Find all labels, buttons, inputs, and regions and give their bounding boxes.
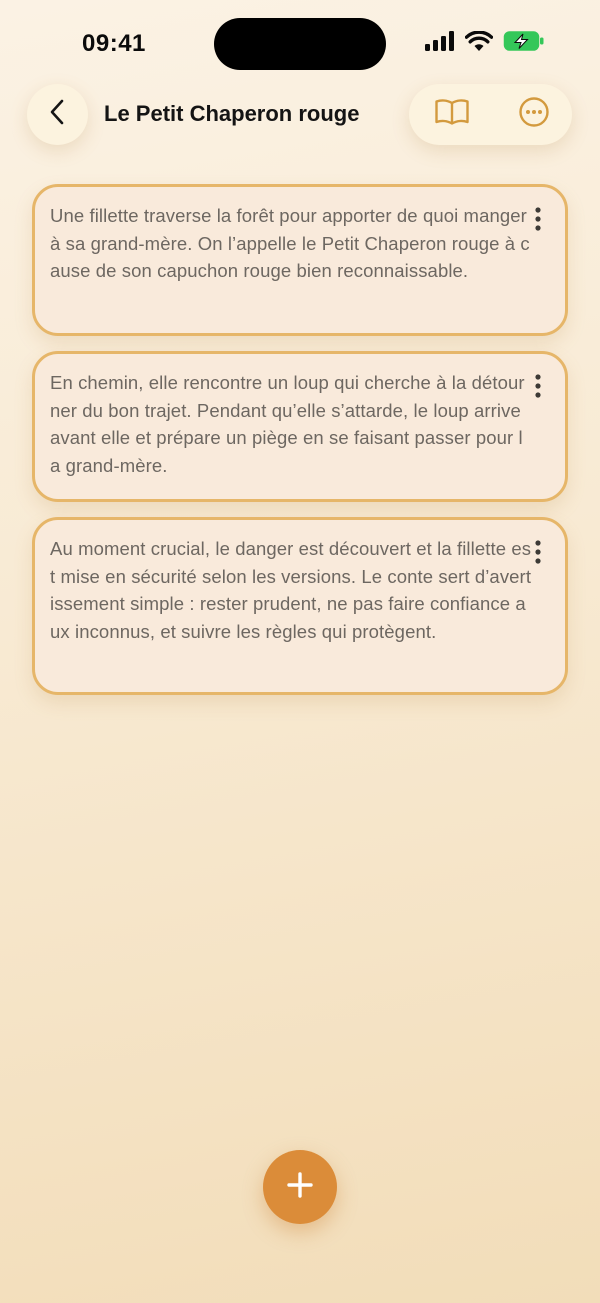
note-card[interactable] [32,517,568,695]
add-note-button[interactable] [263,1150,337,1224]
note-card[interactable] [32,351,568,502]
page-title: Le Petit Chaperon rouge [104,101,360,126]
book-button[interactable] [411,84,492,145]
note-menu-button[interactable] [525,370,551,406]
vertical-dots-icon [534,373,542,404]
vertical-dots-icon [534,206,542,237]
status-icons [425,30,545,57]
note-text: Au moment crucial, le danger est découvert et la fillette est mise en sécurité selon les versions. Le conte sert d’avertissement simple : rester prudent, ne pas faire confiance aux inconnus, et suivre les règles qui protègent. [50,538,532,642]
plus-icon [286,1171,314,1204]
back-button[interactable] [27,84,88,145]
signal-icon [425,31,455,56]
dynamic-island [214,18,386,70]
note-text: Une fillette traverse la forêt pour apporter de quoi manger à sa grand-mère. On l’appelle le Petit Chaperon rouge à cause de son capuchon rouge bien reconnaissable. [50,205,530,281]
more-button[interactable] [493,84,574,145]
more-circle-icon [518,96,550,133]
note-text: En chemin, elle rencontre un loup qui cherche à la détourner du bon trajet. Pendant qu’elle s’attarde, le loup arrive avant elle et prépare un piège en se faisant passer pour la grand-mère. [50,372,525,476]
wifi-icon [465,31,493,57]
note-menu-button[interactable] [525,203,551,239]
status-time: 09:41 [82,30,146,57]
battery-charging-icon [503,30,545,57]
vertical-dots-icon [534,539,542,570]
header-actions [409,84,572,145]
header [0,84,600,146]
book-icon [434,97,470,132]
chevron-left-icon [47,98,69,131]
note-card[interactable] [32,184,568,336]
note-menu-button[interactable] [525,536,551,572]
status-bar [0,0,600,90]
